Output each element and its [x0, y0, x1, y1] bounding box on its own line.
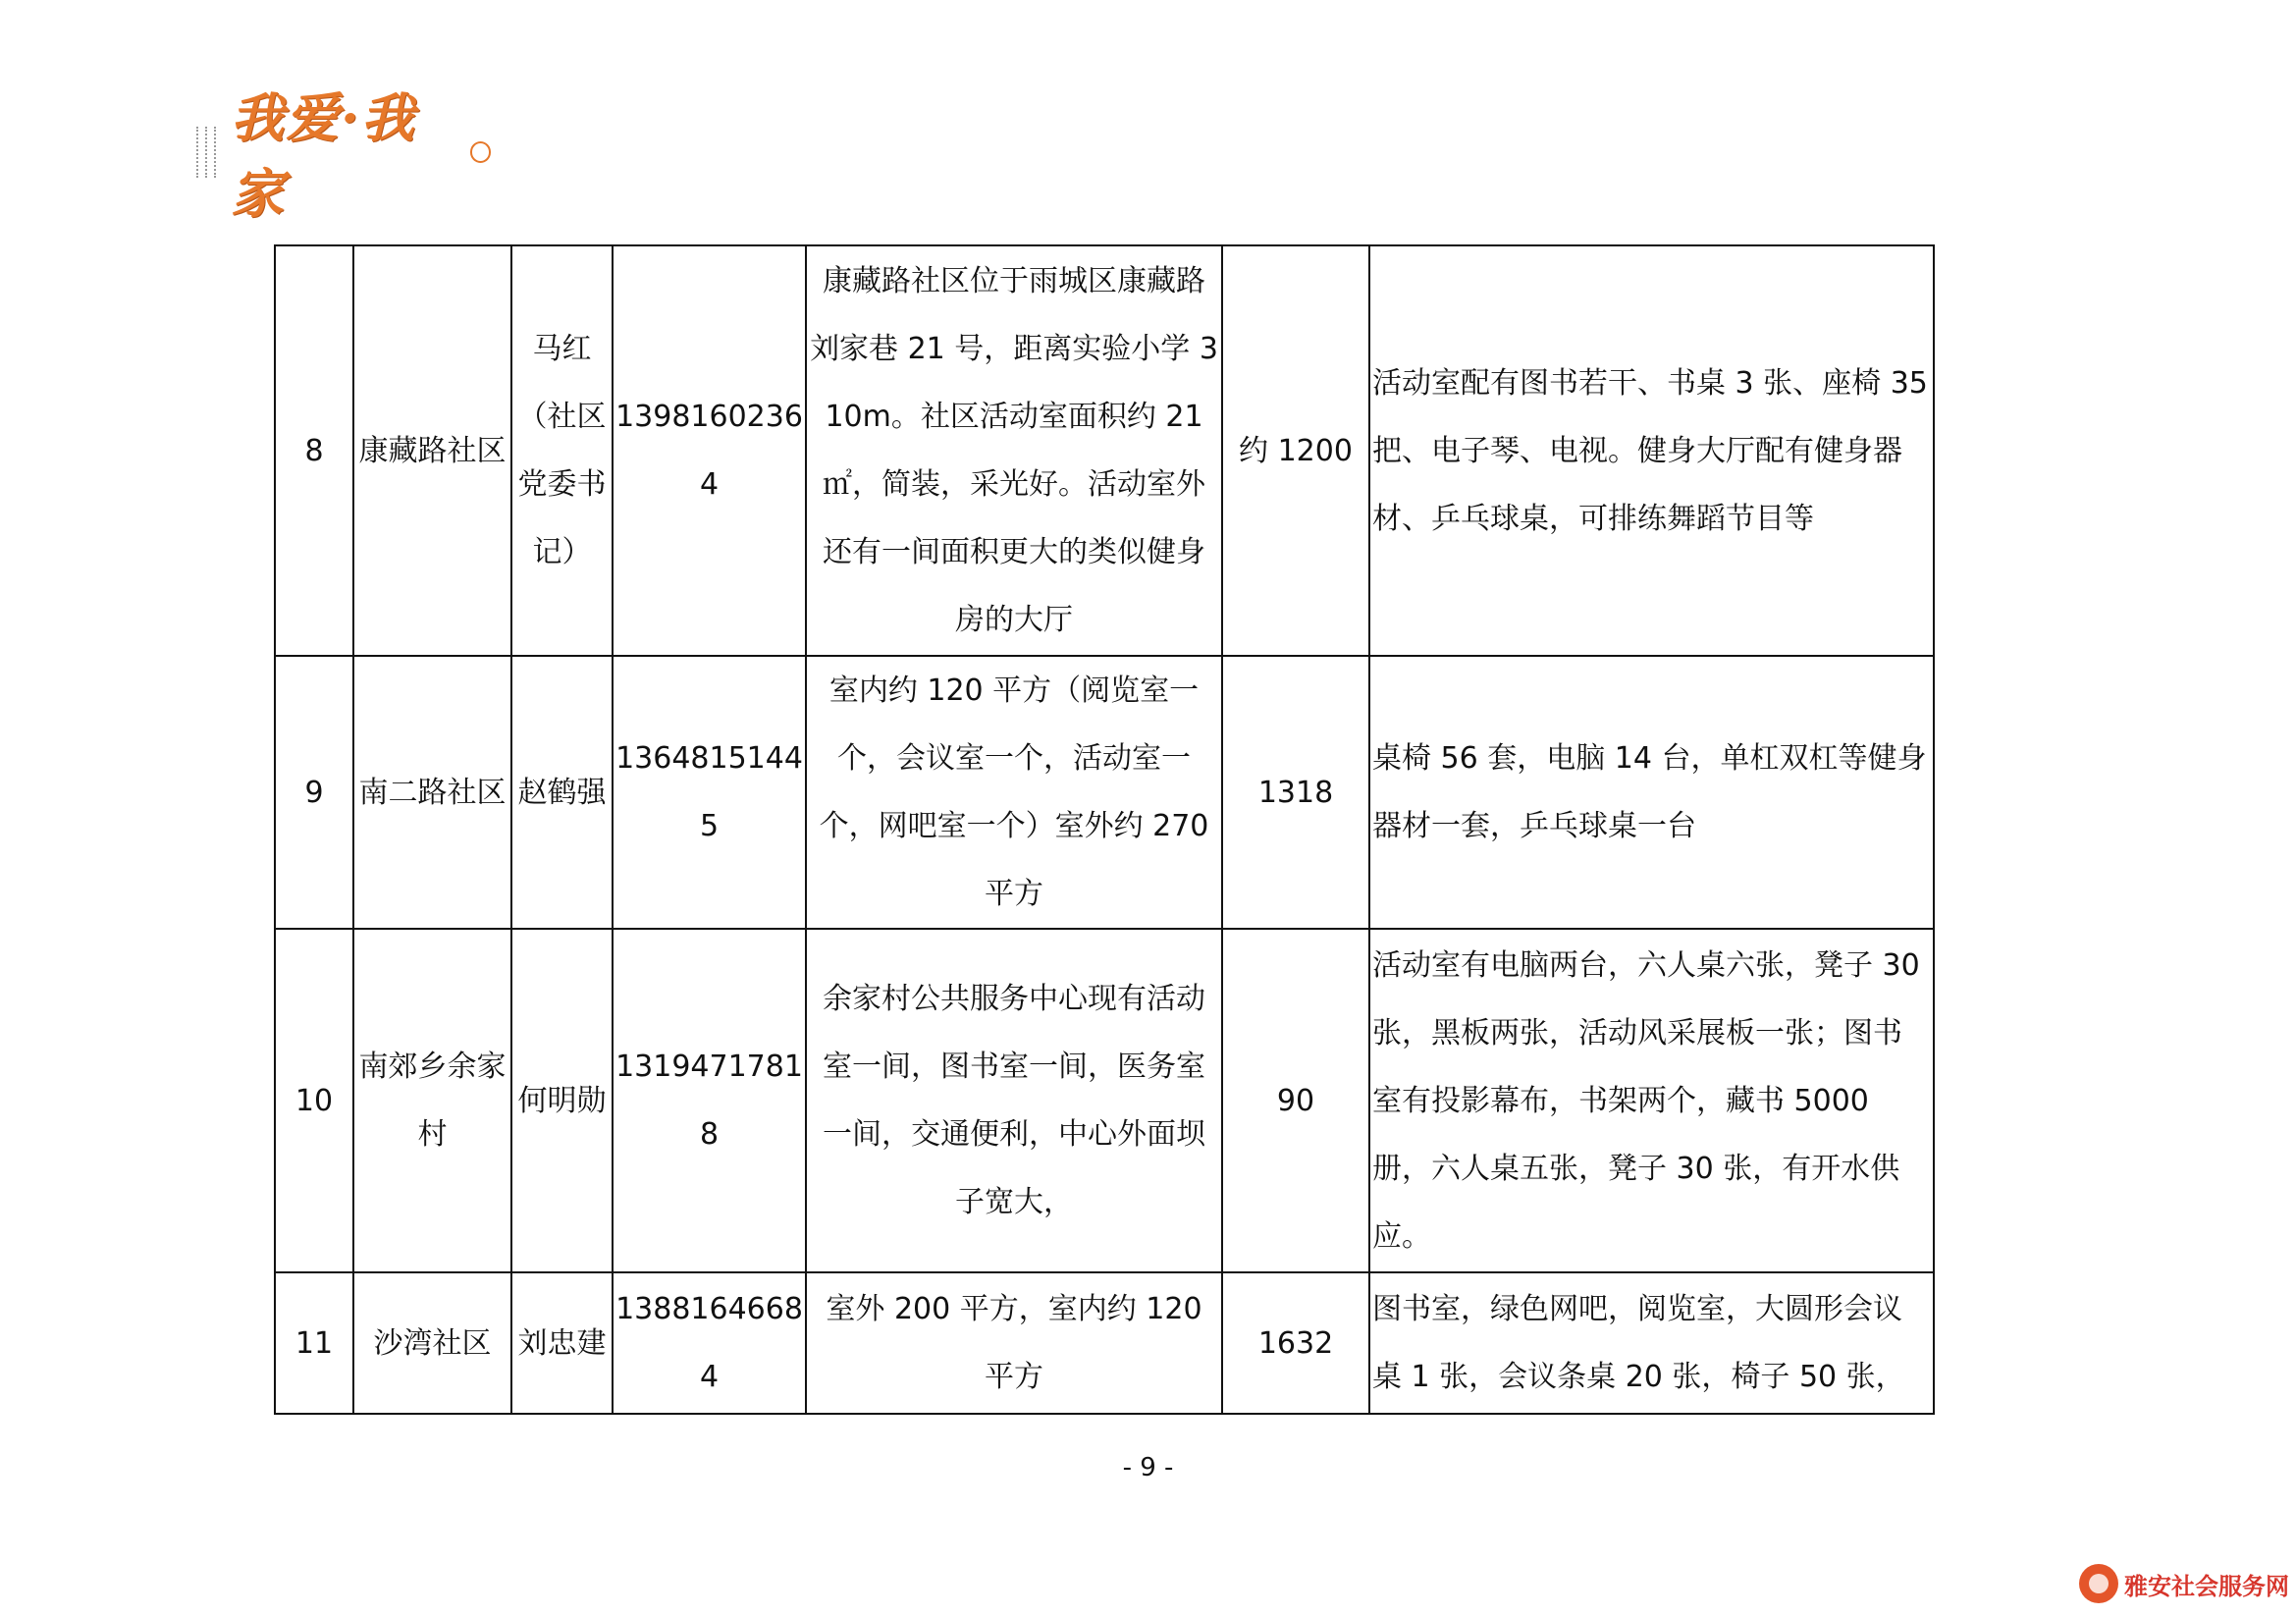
- community-name: 南郊乡余家村: [353, 929, 511, 1272]
- phone-number: 13648151445: [613, 656, 806, 929]
- logo-text: 我爱·我家: [231, 86, 416, 225]
- contact-person: 刘忠建: [511, 1272, 613, 1414]
- resident-count: 90: [1222, 929, 1369, 1272]
- venue-description: 康藏路社区位于雨城区康藏路刘家巷 21 号，距离实验小学 310m。社区活动室面积约 21 ㎡，简装，采光好。活动室外还有一间面积更大的类似健身房的大厅: [806, 245, 1222, 656]
- contact-person: 马红（社区党委书记）: [511, 245, 613, 656]
- resident-count: 1632: [1222, 1272, 1369, 1414]
- phone-number: 13881646684: [613, 1272, 806, 1414]
- community-name: 南二路社区: [353, 656, 511, 929]
- contact-person: 何明勋: [511, 929, 613, 1272]
- heart-logo-icon: [2079, 1564, 2118, 1603]
- row-number: 11: [275, 1272, 353, 1414]
- logo: [196, 86, 491, 225]
- venue-description: 室外 200 平方，室内约 120 平方: [806, 1272, 1222, 1414]
- watermark-text: 雅安社会服务网: [2124, 1572, 2289, 1600]
- table-row: [275, 929, 1934, 1272]
- community-name: 康藏路社区: [353, 245, 511, 656]
- facilities-description: 图书室，绿色网吧，阅览室，大圆形会议桌 1 张，会议条桌 20 张，椅子 50 张，: [1369, 1272, 1934, 1414]
- table-row: [275, 656, 1934, 929]
- table-row: [275, 245, 1934, 656]
- facilities-description: 桌椅 56 套，电脑 14 台，单杠双杠等健身器材一套，乒乓球桌一台: [1369, 656, 1934, 929]
- contact-person: 赵鹤强: [511, 656, 613, 929]
- phone-number: 13194717818: [613, 929, 806, 1272]
- venue-description: 室内约 120 平方（阅览室一个，会议室一个，活动室一个，网吧室一个）室外约 270 平方: [806, 656, 1222, 929]
- phone-number: 13981602364: [613, 245, 806, 656]
- resident-count: 1318: [1222, 656, 1369, 929]
- facilities-description: 活动室配有图书若干、书桌 3 张、座椅 35 把、电子琴、电视。健身大厅配有健身器材、乒乓球桌，可排练舞蹈节目等: [1369, 245, 1934, 656]
- facilities-description: 活动室有电脑两台，六人桌六张，凳子 30 张，黑板两张，活动风采展板一张；图书室有投影幕布，书架两个，藏书 5000 册，六人桌五张，凳子 30 张，有开水供应。: [1369, 929, 1934, 1272]
- logo-decoration: [196, 127, 219, 178]
- row-number: 9: [275, 656, 353, 929]
- table-row: [275, 1272, 1934, 1414]
- page-number: - 9 -: [1122, 1453, 1174, 1482]
- row-number: 8: [275, 245, 353, 656]
- logo-seal-icon: [470, 141, 491, 163]
- row-number: 10: [275, 929, 353, 1272]
- community-table: [274, 244, 1935, 1415]
- community-name: 沙湾社区: [353, 1272, 511, 1414]
- venue-description: 余家村公共服务中心现有活动室一间，图书室一间，医务室一间，交通便利，中心外面坝子宽大，: [806, 929, 1222, 1272]
- site-watermark: [2079, 1559, 2290, 1608]
- resident-count: 约 1200: [1222, 245, 1369, 656]
